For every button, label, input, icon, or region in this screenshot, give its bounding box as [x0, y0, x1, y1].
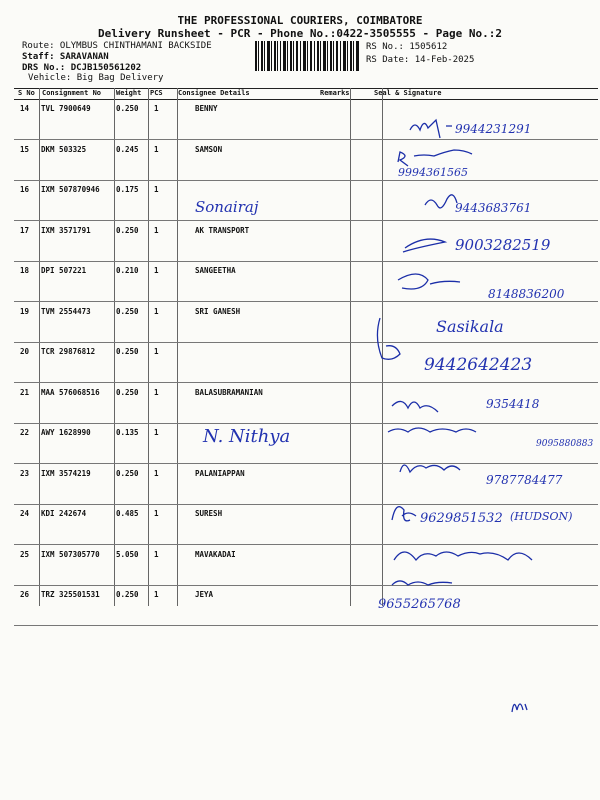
drs-number: DRS No.: DCJB150561202: [22, 63, 142, 73]
table-row: [14, 545, 598, 586]
table-row: [14, 99, 598, 140]
weight-value: 0.250: [116, 468, 139, 478]
col-weight: Weight: [116, 89, 142, 97]
table-row: [14, 504, 598, 545]
consignment-number: TCR 29876812: [41, 347, 96, 356]
handwritten-phone: 9787784477: [486, 473, 563, 487]
handwritten-phone: 9354418: [486, 397, 540, 411]
handwritten-name: N. Nithya: [203, 426, 291, 447]
consignee-name: BALASUBRAMANIAN: [195, 387, 263, 397]
staff-text: Staff: SARAVANAN: [22, 52, 109, 62]
row-sno: 19: [20, 306, 30, 316]
row-sno: 20: [20, 347, 30, 356]
pieces-count: 1: [154, 468, 159, 478]
handwritten-phone: 9944231291: [455, 122, 532, 136]
handwritten-phone: 8148836200: [488, 287, 565, 301]
consignee-name: SURESH: [195, 509, 223, 518]
weight-value: 5.050: [116, 549, 139, 559]
table-row: [14, 221, 598, 262]
col-consignee: Consignee Details: [178, 89, 250, 97]
pen-mark: [512, 704, 527, 712]
handwritten-phone: 9003282519: [455, 236, 551, 254]
table-row: [14, 140, 598, 181]
company-title: THE PROFESSIONAL COURIERS, COIMBATORE: [177, 14, 423, 27]
consignee-name: JEYA: [195, 590, 214, 599]
consignment-number: MAA 576068516: [41, 387, 100, 397]
handwritten-name: Sonairaj: [195, 198, 259, 216]
handwritten-phone: 9655265768: [378, 597, 461, 612]
consignee-name: PALANIAPPAN: [195, 468, 245, 478]
consignment-number: TRZ 325501531: [41, 590, 100, 599]
consignment-number: TVL 7900649: [41, 104, 91, 113]
handwritten-phone: 9095880883: [536, 439, 594, 449]
pieces-count: 1: [154, 509, 159, 518]
pieces-count: 1: [154, 549, 159, 559]
row-sno: 22: [20, 428, 30, 437]
weight-value: 0.485: [116, 509, 139, 518]
col-pcs: PCS: [150, 89, 163, 97]
consignment-number: IXM 507305770: [41, 549, 100, 559]
row-sno: 18: [20, 266, 30, 275]
handwritten-phone: 9443683761: [455, 201, 532, 215]
table-row: [14, 342, 598, 383]
table-row: [14, 585, 598, 626]
col-remarks: Remarks: [320, 89, 350, 97]
row-sno: 14: [20, 104, 30, 113]
col-sno: S No: [18, 89, 35, 97]
row-sno: 23: [20, 468, 30, 478]
rs-number: RS No.: 1505612: [366, 42, 448, 52]
rs-date: RS Date: 14-Feb-2025: [366, 55, 475, 65]
barcode-image: [255, 41, 359, 71]
col-consignment: Consignment No: [42, 89, 102, 97]
consignment-number: KDI 242674: [41, 509, 87, 518]
consignee-name: BENNY: [195, 104, 218, 113]
row-sno: 25: [20, 549, 30, 559]
consignment-number: IXM 3571791: [41, 225, 91, 235]
table-row: [14, 261, 598, 302]
route-text: Route: OLYMBUS CHINTHAMANI BACKSIDE: [22, 41, 212, 51]
consignment-number: AWY 1628990: [41, 428, 91, 437]
consignment-number: TVM 2554473: [41, 306, 91, 316]
handwritten-name: Sasikala: [436, 317, 504, 336]
table-row: [14, 423, 598, 464]
consignee-name: SANGEETHA: [195, 266, 236, 275]
pieces-count: 1: [154, 104, 159, 113]
pieces-count: 1: [154, 387, 159, 397]
weight-value: 0.250: [116, 387, 139, 397]
row-sno: 26: [20, 590, 30, 599]
table-row: [14, 383, 598, 424]
consignment-number: DKM 503325: [41, 144, 87, 154]
col-seal: Seal & Signature: [374, 89, 442, 97]
handwritten-phone: 9442642423: [424, 355, 533, 375]
pieces-count: 1: [154, 347, 159, 356]
pieces-count: 1: [154, 590, 159, 599]
handwritten-phone: 9629851532: [420, 511, 503, 526]
runsheet-subtitle: Delivery Runsheet - PCR - Phone No.:0422-3505555 - Page No.:2: [98, 27, 502, 40]
pieces-count: 1: [154, 144, 159, 154]
row-sno: 17: [20, 225, 30, 235]
table-row: [14, 180, 598, 221]
weight-value: 0.245: [116, 144, 139, 154]
pieces-count: 1: [154, 185, 159, 194]
table-row: [14, 302, 598, 343]
consignee-name: MAVAKADAI: [195, 549, 236, 559]
consignment-number: IXM 3574219: [41, 468, 91, 478]
row-sno: 16: [20, 185, 30, 194]
consignee-name: SRI GANESH: [195, 306, 241, 316]
vehicle-text: Vehicle: Big Bag Delivery: [28, 73, 164, 83]
weight-value: 0.250: [116, 225, 139, 235]
handwritten-phone: 9994361565: [398, 166, 468, 179]
weight-value: 0.250: [116, 104, 139, 113]
row-sno: 21: [20, 387, 30, 397]
row-sno: 24: [20, 509, 30, 518]
table-row: [14, 464, 598, 505]
consignment-number: IXM 507870946: [41, 185, 100, 194]
pieces-count: 1: [154, 306, 159, 316]
weight-value: 0.250: [116, 306, 139, 316]
pieces-count: 1: [154, 266, 159, 275]
handwritten-note: (HUDSON): [510, 510, 573, 523]
row-sno: 15: [20, 144, 30, 154]
weight-value: 0.250: [116, 590, 139, 599]
consignee-name: SAMSON: [195, 144, 223, 154]
pieces-count: 1: [154, 225, 159, 235]
consignee-name: AK TRANSPORT: [195, 225, 250, 235]
weight-value: 0.210: [116, 266, 139, 275]
weight-value: 0.175: [116, 185, 139, 194]
pieces-count: 1: [154, 428, 159, 437]
weight-value: 0.135: [116, 428, 139, 437]
weight-value: 0.250: [116, 347, 139, 356]
consignment-number: DPI 507221: [41, 266, 87, 275]
